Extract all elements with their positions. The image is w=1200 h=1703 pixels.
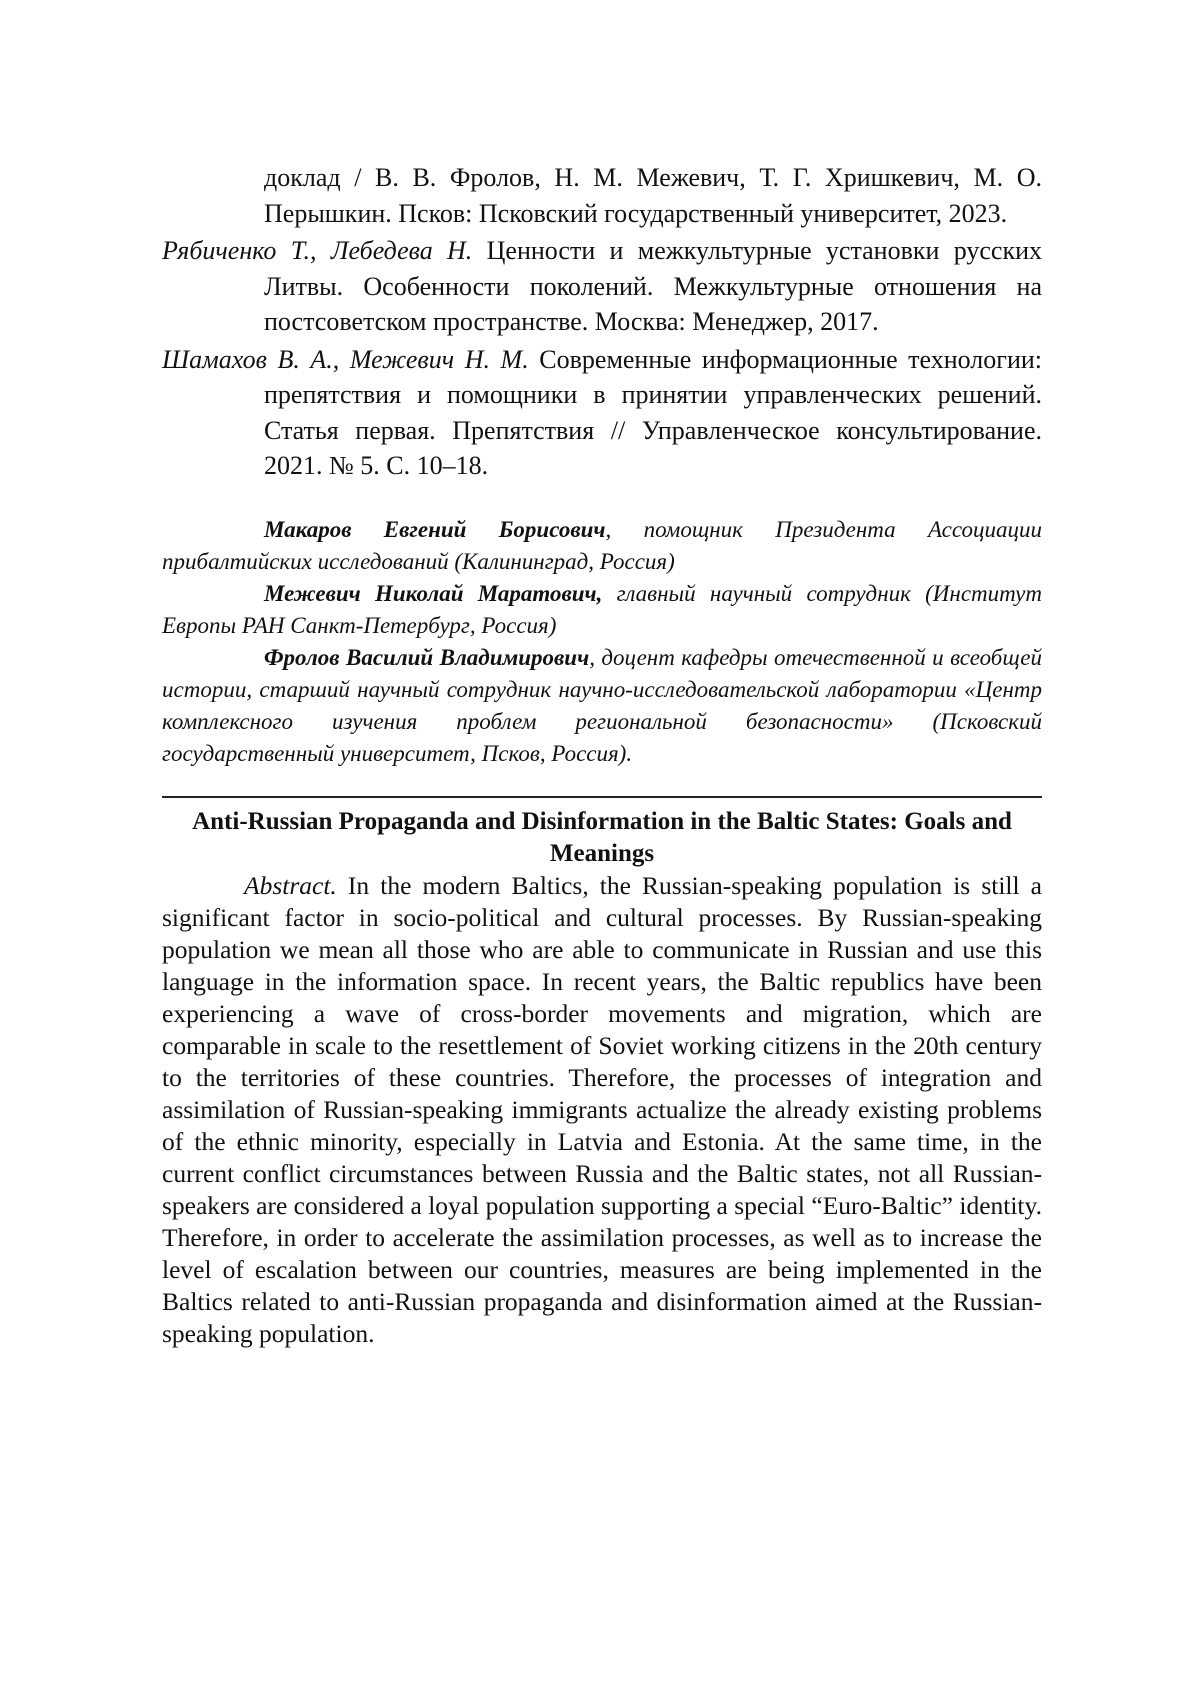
author-name: Межевич Николай Маратович (264, 581, 597, 606)
author-affiliation: главный научный сотрудник (Институт Европы РАН Санкт-Петербург, Россия) (162, 581, 1042, 638)
reference-item (162, 233, 1042, 340)
section-divider (162, 796, 1042, 798)
reference-authors: Шамахов В. А., Межевич Н. М. (162, 345, 529, 374)
page-content (162, 160, 1042, 1350)
article-title: Anti-Russian Propaganda and Disinformation in the Baltic States: Goals and Meanings (162, 806, 1042, 870)
reference-text: Современные информационные технологии: препятствия и помощники в принятии управленческих решений. Статья первая. Препятствия // Управленческое консультирование. 2021. № 5. С. 10–18. (264, 345, 1042, 481)
author-affiliation: помощник Президента Ассоциации прибалтийских исследований (Калининград, Россия) (162, 517, 1042, 574)
author-separator: , (605, 517, 611, 542)
author-entry (162, 514, 1042, 578)
abstract-label: Abstract. (244, 871, 337, 900)
abstract (162, 870, 1042, 1350)
reference-authors: Рябиченко Т., Лебедева Н. (162, 236, 472, 265)
author-entry (162, 642, 1042, 770)
reference-text: Ценности и межкультурные установки русских Литвы. Особенности поколений. Межкультурные отношения на постсоветском пространстве. Москва: Менеджер, 2017. (264, 236, 1042, 336)
author-entry (162, 578, 1042, 642)
author-affiliation: доцент кафедры отечественной и всеобщей истории, старший научный сотрудник научно-исследовательской лаборатории «Центр комплексного изучения проблем региональной безопасности» (Псковский государственный университет, Псков, Россия). (162, 645, 1042, 766)
reference-text: доклад / В. В. Фролов, Н. М. Межевич, Т. Г. Хришкевич, М. О. Перышкин. Псков: Псковский государственный университет, 2023. (264, 163, 1042, 228)
author-separator: , (597, 581, 603, 606)
author-info (162, 514, 1042, 770)
author-name: Макаров Евгений Борисович (264, 517, 605, 542)
author-separator: , (589, 645, 595, 670)
author-name: Фролов Василий Владимирович (264, 645, 589, 670)
reference-item (162, 342, 1042, 484)
references-list (162, 160, 1042, 484)
reference-item (162, 160, 1042, 231)
abstract-text: In the modern Baltics, the Russian-speaking population is still a significant factor in socio-political and cultural processes. By Russian-speaking population we mean all those who are able to communicate in Russian and use this language in the information space. In recent years, the Baltic republics have been experiencing a wave of cross-border movements and migration, which are comparable in scale to the resettlement of Soviet working citizens in the 20th century to the territories of these countries. Therefore, the processes of integration and assimilation of Russian-speaking immigrants actualize the already existing problems of the ethnic minority, especially in Latvia and Estonia. At the same time, in the current conflict circumstances between Russia and the Baltic states, not all Russian-speakers are considered a loyal population supporting a special “Euro-Baltic” identity. Therefore, in order to accelerate the assimilation processes, as well as to increase the level of escalation between our countries, measures are being implemented in the Baltics related to anti-Russian propaganda and disinformation aimed at the Russian-speaking population. (162, 871, 1042, 1348)
